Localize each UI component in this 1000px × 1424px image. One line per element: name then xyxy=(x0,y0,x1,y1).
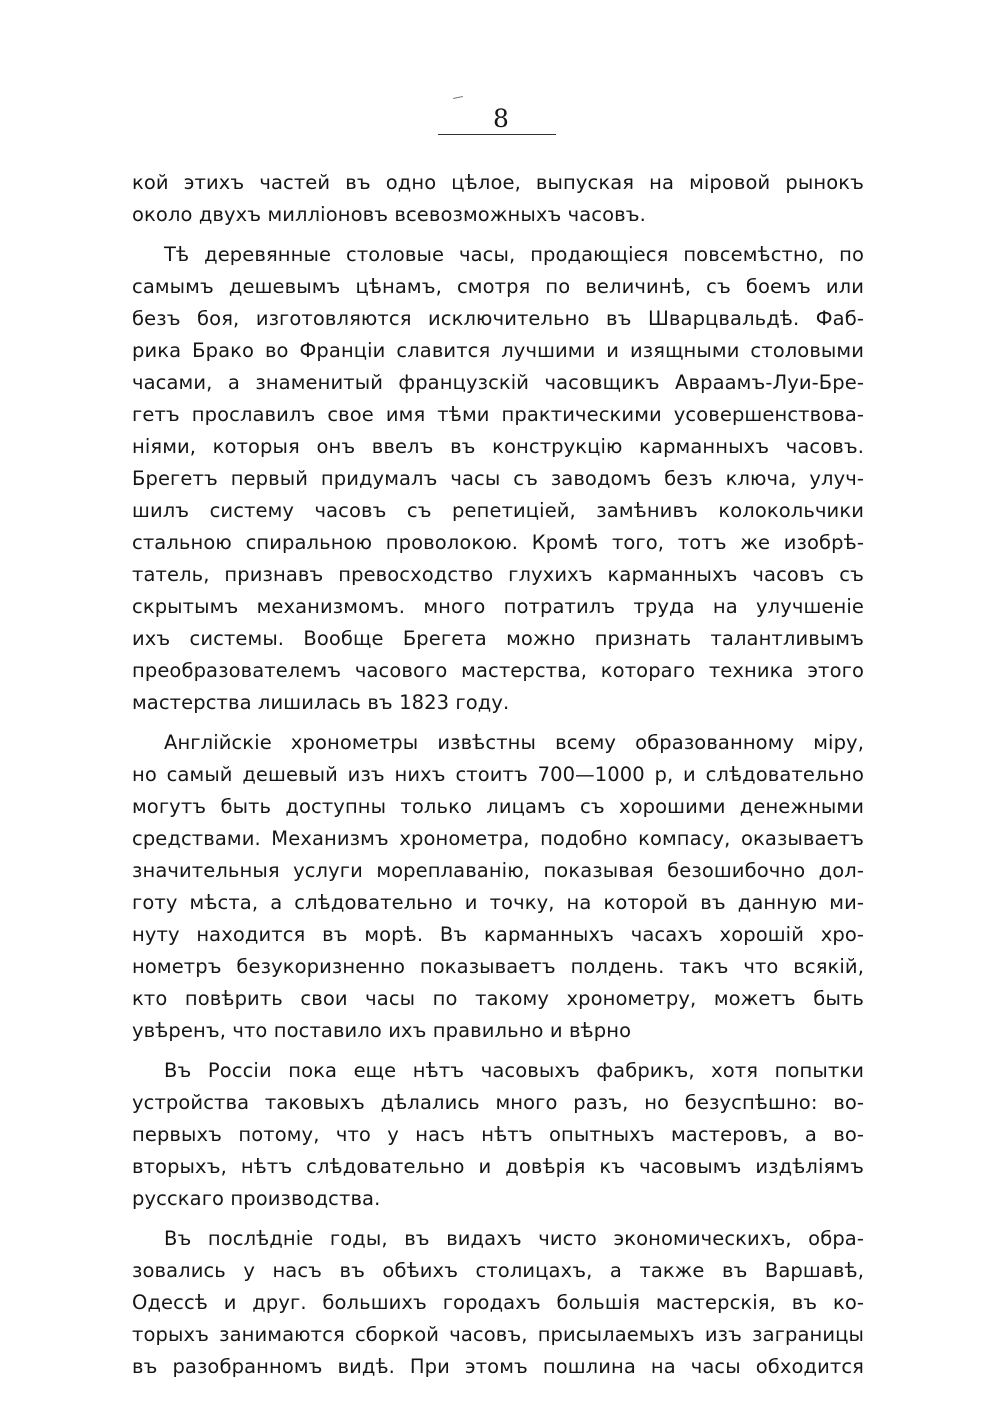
text-line: Англiйскiе хронометры извѣстны всему образованному мiру, xyxy=(164,731,864,754)
text-line: скрытымъ механизмомъ. много потратилъ труда на улучшенiе xyxy=(132,595,864,618)
paragraph-1 xyxy=(132,167,864,231)
text-line: Брегетъ первый придумалъ часы съ заводомъ безъ ключа, улуч- xyxy=(132,467,864,490)
text-line: нiями, которыя онъ ввелъ въ конструкцiю карманныхъ часовъ. xyxy=(132,435,864,458)
text-line: торыхъ занимаются сборкой часовъ, присылаемыхъ изъ заграницы xyxy=(132,1323,864,1346)
text-line: самымъ дешевымъ цѣнамъ, смотря по величинѣ, съ боемъ или xyxy=(132,275,864,298)
text-line: вторыхъ, нѣтъ слѣдовательно и довѣрiя къ часовымъ издѣлiямъ xyxy=(132,1155,864,1178)
text-line: готу мѣста, а слѣдовательно и точку, на которой въ данную ми- xyxy=(132,891,864,914)
paragraph-5 xyxy=(132,1223,864,1383)
text-line: около двухъ миллiоновъ всевозможныхъ часовъ. xyxy=(132,203,646,226)
text-line: ихъ системы. Вообще Брегета можно признать талантливымъ xyxy=(132,627,864,650)
paragraph-2 xyxy=(132,239,864,719)
text-line: Одессѣ и друг. большихъ городахъ большiя мастерскiя, въ ко- xyxy=(132,1291,864,1314)
text-line: зовались у насъ въ обѣихъ столицахъ, а также въ Варшавѣ, xyxy=(132,1259,864,1282)
text-line: Въ послѣднiе годы, въ видахъ чисто экономическихъ, обра- xyxy=(164,1227,864,1250)
text-line: преобразователемъ часового мастерства, котораго техника этого xyxy=(132,659,864,682)
text-line: рика Брако во Францiи славится лучшими и изящными столовыми xyxy=(132,339,864,362)
text-line: нуту находится въ морѣ. Въ карманныхъ часахъ хорошiй хро- xyxy=(132,923,864,946)
text-line: значительныя услуги мореплаванiю, показывая безошибочно дол- xyxy=(132,859,864,882)
text-line: нометръ безукоризненно показываетъ полдень. такъ что всякiй, xyxy=(132,955,864,978)
text-line: часами, а знаменитый французскiй часовщикъ Авраамъ-Луи-Бре- xyxy=(132,371,864,394)
text-line: гетъ прославилъ свое имя тѣми практическими усовершенствова- xyxy=(132,403,864,426)
text-line: Въ Россiи пока еще нѣтъ часовыхъ фабрикъ, хотя попытки xyxy=(164,1059,864,1082)
text-line: первыхъ потому, что у насъ нѣтъ опытныхъ мастеровъ, а во- xyxy=(132,1123,864,1146)
text-line: увѣренъ, что поставило ихъ правильно и вѣрно xyxy=(132,1019,632,1042)
text-line: шилъ систему часовъ съ репетицiей, замѣнивъ колокольчики xyxy=(132,499,864,522)
body-text xyxy=(132,167,864,1391)
print-mark xyxy=(453,96,463,99)
text-line: татель, признавъ превосходство глухихъ карманныхъ часовъ съ xyxy=(132,563,864,586)
page-number: 8 xyxy=(493,104,509,133)
text-line: стальною спиральною проволокою. Кромѣ того, тотъ же изобрѣ- xyxy=(132,531,864,554)
text-line: въ разобранномъ видѣ. При этомъ пошлина на часы обходится xyxy=(132,1355,864,1378)
header-rule xyxy=(438,134,556,135)
text-line: кто повѣрить свои часы по такому хронометру, можетъ быть xyxy=(132,987,864,1010)
paragraph-3 xyxy=(132,727,864,1047)
text-line: безъ боя, изготовляются исключительно въ Шварцвальдѣ. Фаб- xyxy=(132,307,864,330)
text-line: мастерства лишилась въ 1823 году. xyxy=(132,691,510,714)
text-line: русскаго производства. xyxy=(132,1187,381,1210)
paragraph-4 xyxy=(132,1055,864,1215)
text-line: устройства таковыхъ дѣлались много разъ, но безуспѣшно: во- xyxy=(132,1091,864,1114)
text-line: средствами. Механизмъ хронометра, подобно компасу, оказываетъ xyxy=(132,827,864,850)
text-line: Тѣ деревянные столовые часы, продающiеся повсемѣстно, по xyxy=(164,243,864,266)
text-line: могутъ быть доступны только лицамъ съ хорошими денежными xyxy=(132,795,864,818)
text-line: кой этихъ частей въ одно цѣлое, выпуская на мiровой рынокъ xyxy=(132,171,864,194)
text-line: но самый дешевый изъ нихъ стоитъ 700—1000 р, и слѣдовательно xyxy=(132,763,864,786)
